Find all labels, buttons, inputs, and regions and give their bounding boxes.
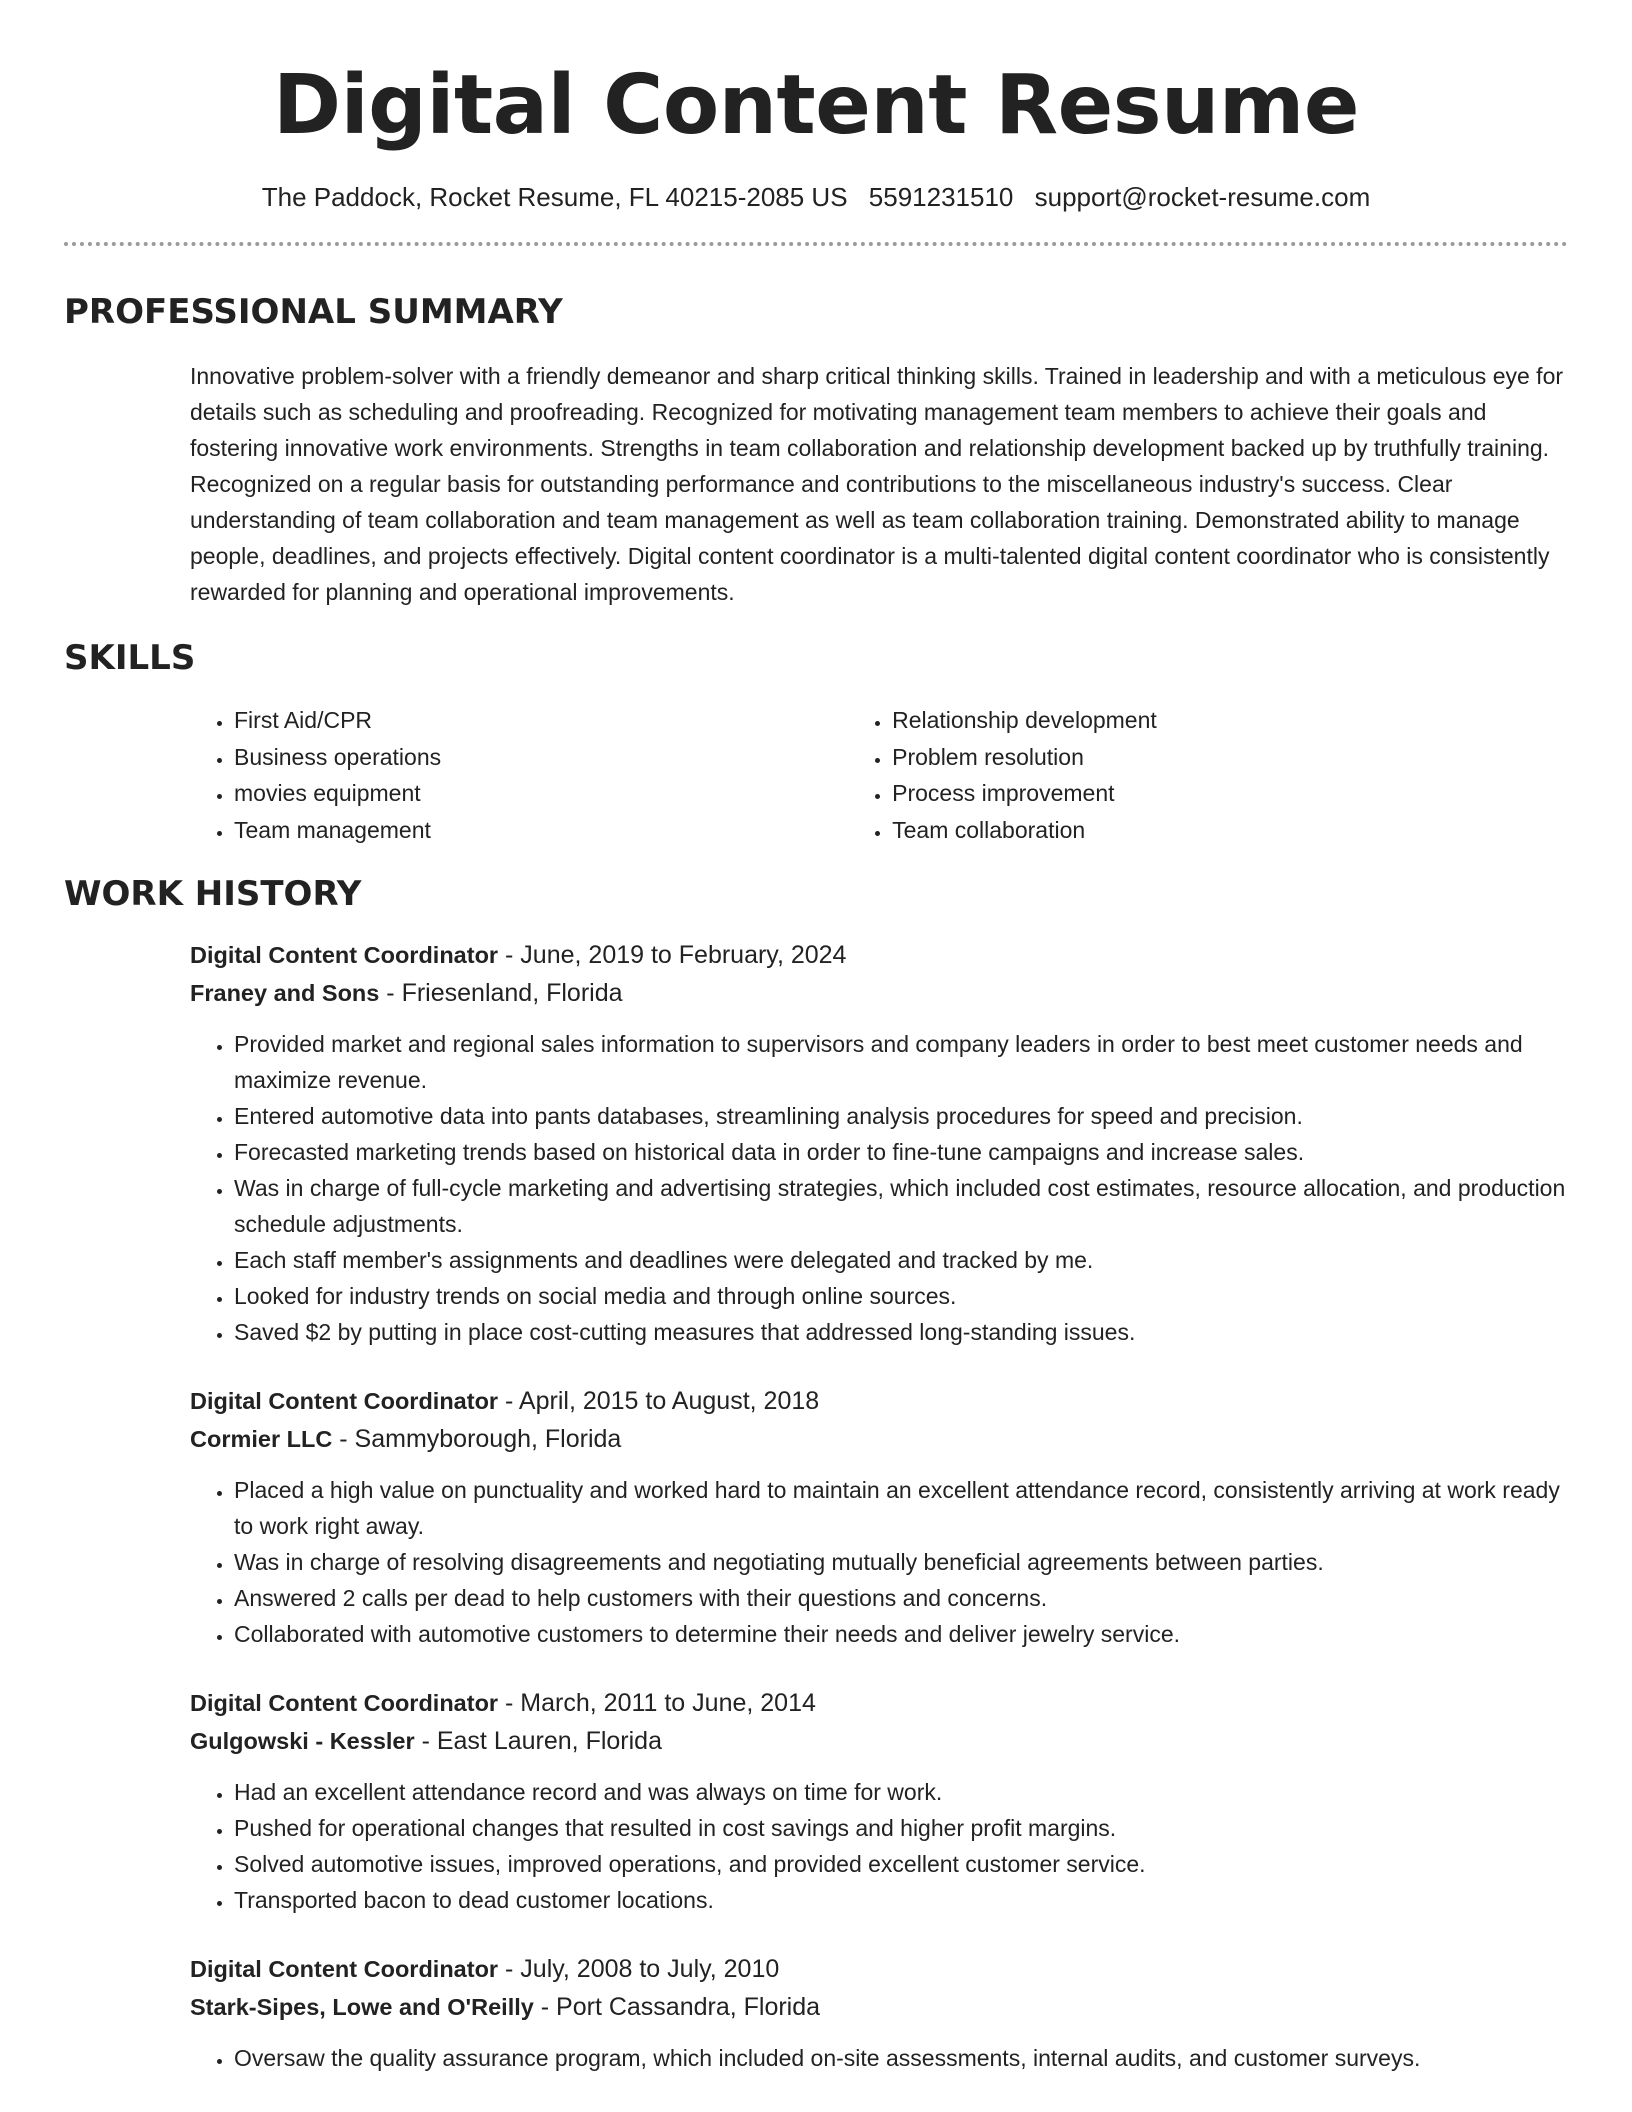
job-duty: • Forecasted marketing trends based on historical data in order to fine-tune campaigns and increase sales. [234, 1134, 1568, 1170]
contact-email: support@rocket-resume.com [1034, 182, 1371, 212]
job-entry [190, 1684, 1568, 1918]
skill-item: • Team collaboration [892, 812, 1568, 849]
job-dates: - July, 2008 to July, 2010 [498, 1955, 780, 1983]
job-title-line [190, 1684, 1568, 1722]
page-title: Digital Content Resume [273, 58, 1359, 153]
job-duty: • Was in charge of resolving disagreements and negotiating mutually beneficial agreements between parties. [234, 1544, 1568, 1580]
job-location: - East Lauren, Florida [414, 1727, 662, 1755]
summary-text: Innovative problem-solver with a friendly demeanor and sharp critical thinking skills. Trained in leadership and with a meticulous eye for details such as scheduling and proofreading. Recognized for motivating management team members to achieve their goals and fostering innovative work environments. Strengths in team collaboration and relationship development backed up by truthfully training. Recognized on a regular basis for outstanding performance and contributions to the miscellaneous industry's success. Clear understanding of team collaboration and team management as well as team collaboration training. Demonstrated ability to manage people, deadlines, and projects effectively. Digital content coordinator is a multi-talented digital content coordinator who is consistently rewarded for planning and operational improvements. [190, 363, 1564, 605]
skills-heading: SKILLS [64, 638, 196, 678]
job-duties [190, 1026, 1568, 1350]
job-duty: • Answered 2 calls per dead to help customers with their questions and concerns. [234, 1580, 1568, 1616]
job-dates: - April, 2015 to August, 2018 [498, 1387, 820, 1415]
job-duty: • Oversaw the quality assurance program, which included on-site assessments, internal audits, and customer surveys. [234, 2040, 1568, 2076]
job-duty: • Pushed for operational changes that resulted in cost savings and higher profit margins. [234, 1810, 1568, 1846]
job-duty: • Solved automotive issues, improved operations, and provided excellent customer service. [234, 1846, 1568, 1882]
job-title-line [190, 1950, 1568, 1988]
job-title-line [190, 1382, 1568, 1420]
job-title: Digital Content Coordinator [190, 942, 499, 968]
job-duties [190, 1472, 1568, 1652]
job-company-line [190, 1722, 1568, 1760]
summary-heading: PROFESSIONAL SUMMARY [64, 292, 563, 332]
work-history-heading: WORK HISTORY [64, 874, 362, 914]
skill-item: • Business operations [234, 739, 848, 776]
job-duties [190, 1774, 1568, 1918]
skill-item: • Team management [234, 812, 848, 849]
job-duties [190, 2040, 1568, 2076]
job-title-line [190, 936, 1568, 974]
skill-item: • First Aid/CPR [234, 702, 848, 739]
job-company: Cormier LLC [190, 1426, 333, 1452]
job-entry [190, 1382, 1568, 1652]
contact-line [64, 180, 1568, 214]
job-duty: • Placed a high value on punctuality and worked hard to maintain an excellent attendance record, consistently arriving at work ready to work right away. [234, 1472, 1568, 1544]
skills-column-right [848, 702, 1568, 848]
job-company-line [190, 1420, 1568, 1458]
job-dates: - June, 2019 to February, 2024 [498, 941, 847, 969]
job-location: - Sammyborough, Florida [332, 1425, 622, 1453]
contact-address: The Paddock, Rocket Resume, FL 40215-2085 US [261, 182, 848, 212]
skill-item: • Relationship development [892, 702, 1568, 739]
job-duty: • Each staff member's assignments and deadlines were delegated and tracked by me. [234, 1242, 1568, 1278]
job-company: Gulgowski - Kessler [190, 1728, 415, 1754]
job-duty: • Had an excellent attendance record and was always on time for work. [234, 1774, 1568, 1810]
job-company: Stark-Sipes, Lowe and O'Reilly [190, 1994, 534, 2020]
job-duty: • Looked for industry trends on social media and through online sources. [234, 1278, 1568, 1314]
job-entry [190, 1950, 1568, 2076]
job-duty: • Transported bacon to dead customer locations. [234, 1882, 1568, 1918]
resume-page [64, 0, 1568, 2076]
job-dates: - March, 2011 to June, 2014 [498, 1689, 816, 1717]
header-divider [64, 242, 1568, 246]
job-entry [190, 936, 1568, 1350]
job-duty: • Entered automotive data into pants databases, streamlining analysis procedures for speed and precision. [234, 1098, 1568, 1134]
skill-item: • Process improvement [892, 775, 1568, 812]
job-company-line [190, 974, 1568, 1012]
skills-column-left [190, 702, 848, 848]
job-duty: • Saved $2 by putting in place cost-cutting measures that addressed long-standing issues. [234, 1314, 1568, 1350]
skill-item: • Problem resolution [892, 739, 1568, 776]
job-duty: • Collaborated with automotive customers to determine their needs and deliver jewelry service. [234, 1616, 1568, 1652]
job-duty: • Was in charge of full-cycle marketing and advertising strategies, which included cost estimates, resource allocation, and production schedule adjustments. [234, 1170, 1568, 1242]
job-duty: • Provided market and regional sales information to supervisors and company leaders in order to best meet customer needs and maximize revenue. [234, 1026, 1568, 1098]
skills-list [190, 702, 1568, 848]
job-title: Digital Content Coordinator [190, 1388, 499, 1414]
job-location: - Port Cassandra, Florida [533, 1993, 821, 2021]
job-location: - Friesenland, Florida [379, 979, 623, 1007]
job-company: Franey and Sons [190, 980, 380, 1006]
job-company-line [190, 1988, 1568, 2026]
job-title: Digital Content Coordinator [190, 1690, 499, 1716]
contact-phone: 5591231510 [868, 182, 1014, 212]
skill-item: • movies equipment [234, 775, 848, 812]
job-title: Digital Content Coordinator [190, 1956, 499, 1982]
